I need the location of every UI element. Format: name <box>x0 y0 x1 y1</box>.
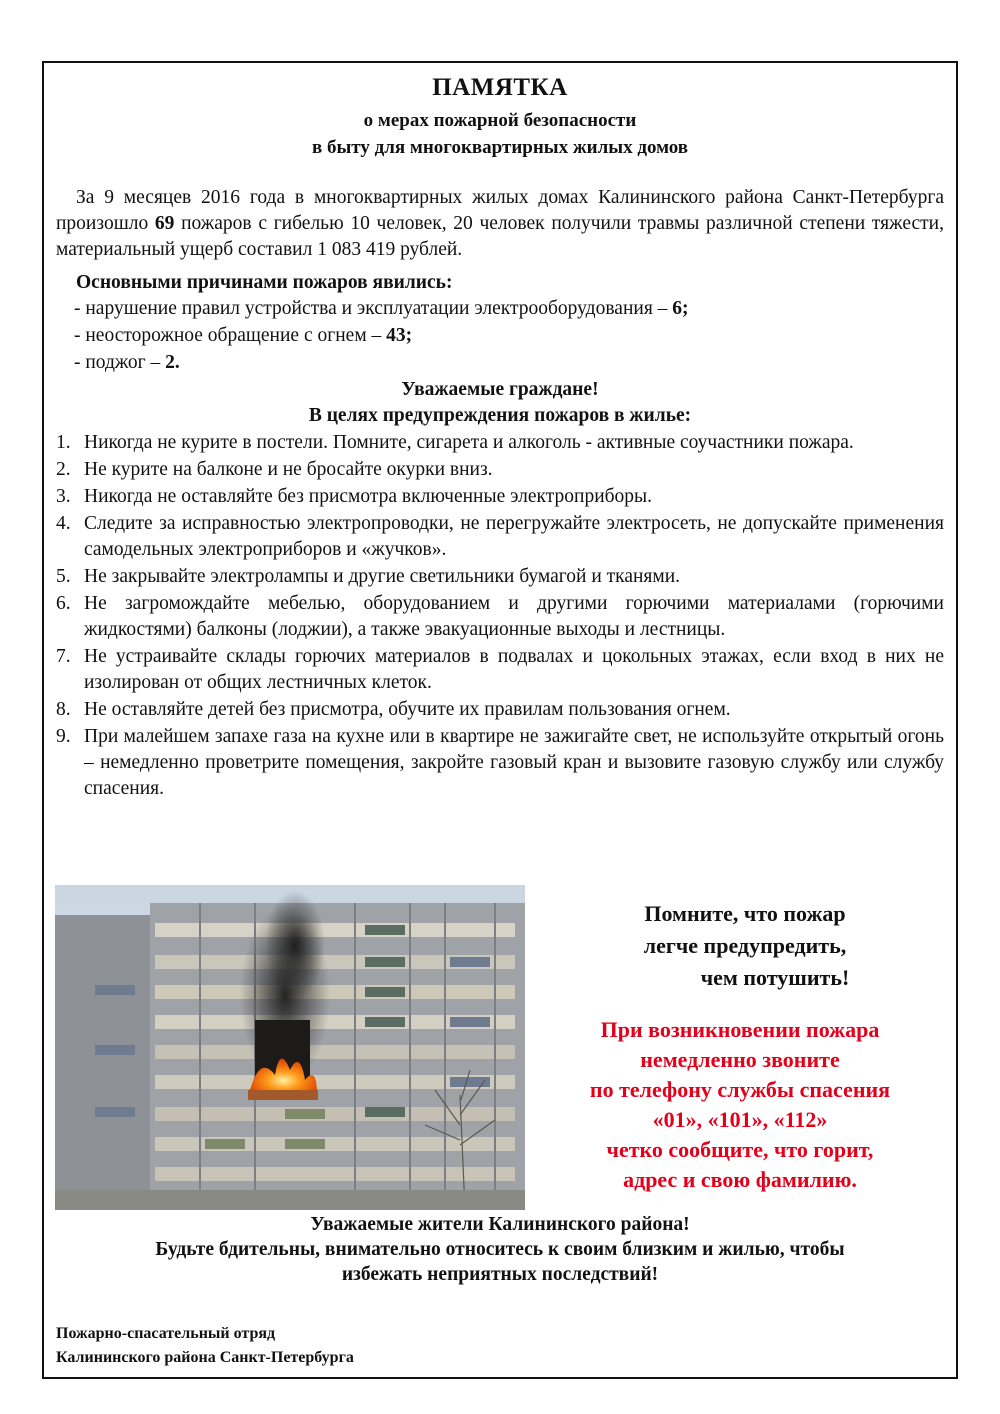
rule-text: Следите за исправностью электропроводки, не перегружайте электросеть, не допускайте применения самодельных электроприборов и «жучков». <box>84 513 944 560</box>
rule-text: Никогда не оставляйте без присмотра включенные электроприборы. <box>84 486 653 507</box>
rule-item <box>56 564 944 590</box>
rule-number: 8. <box>56 699 71 720</box>
cause-item <box>74 298 689 320</box>
rule-text: При малейшем запахе газа на кухне или в квартире не зажигайте свет, не используйте открытый огонь – немедленно проветрите помещения, закройте газовый кран и вызовите газовую службу или службу спасения. <box>84 726 944 799</box>
document-subtitle-1: о мерах пожарной безопасности <box>363 110 637 131</box>
cause-item <box>74 325 412 347</box>
rule-number: 5. <box>56 566 71 587</box>
rule-item <box>56 484 944 510</box>
remember-line: легче предупредить, <box>643 933 847 958</box>
cause-text: - нарушение правил устройства и эксплуатации электрооборудования – <box>74 298 673 319</box>
rule-number: 1. <box>56 432 71 453</box>
emergency-note <box>540 1015 940 1195</box>
document-title: ПАМЯТКА <box>432 74 568 101</box>
rules-heading: В целях предупреждения пожаров в жилье: <box>308 405 692 426</box>
closing-line: Уважаемые жители Калининского района! <box>310 1214 690 1235</box>
cause-value: 2. <box>165 352 180 373</box>
emergency-line: адрес и свою фамилию. <box>623 1167 857 1192</box>
rules-list <box>56 430 944 803</box>
rule-number: 2. <box>56 459 71 480</box>
rule-number: 9. <box>56 726 71 747</box>
cause-value: 6; <box>672 298 689 319</box>
rule-item <box>56 644 944 696</box>
signature <box>56 1322 354 1370</box>
signature-line: Калининского района Санкт-Петербурга <box>56 1349 354 1366</box>
cause-text: - неосторожное обращение с огнем – <box>74 325 387 346</box>
intro-text-2: пожаров с гибелью 10 человек, 20 человек получили травмы различной степени тяжести, материальный ущерб составил 1 083 419 рублей. <box>56 213 944 260</box>
remember-line: Помните, что пожар <box>644 901 846 926</box>
causes-heading: Основными причинами пожаров явились: <box>76 272 453 293</box>
rule-item <box>56 697 944 723</box>
rule-item <box>56 430 944 456</box>
appeal-greeting: Уважаемые граждане! <box>401 379 599 400</box>
cause-value: 43; <box>386 325 413 346</box>
rule-number: 7. <box>56 646 71 667</box>
emergency-line: немедленно звоните <box>640 1047 840 1072</box>
cause-text: - поджог – <box>74 352 166 373</box>
rule-text: Никогда не курите в постели. Помните, сигарета и алкоголь - активные соучастники пожара. <box>84 432 854 453</box>
rule-item <box>56 724 944 802</box>
rule-number: 4. <box>56 513 71 534</box>
fires-count: 69 <box>154 213 175 234</box>
closing-line: Будьте бдительны, внимательно относитесь к своим близким и жилью, чтобы <box>155 1239 845 1260</box>
closing-line: избежать неприятных последствий! <box>341 1264 659 1285</box>
emergency-phones: «01», «101», «112» <box>652 1107 828 1132</box>
rule-item <box>56 591 944 643</box>
burning-building-photo <box>55 885 525 1210</box>
rule-text: Не оставляйте детей без присмотра, обучите их правилам пользования огнем. <box>84 699 731 720</box>
emergency-line: четко сообщите, что горит, <box>606 1137 874 1162</box>
rule-item <box>56 457 944 483</box>
document-subtitle-2: в быту для многоквартирных жилых домов <box>311 137 689 158</box>
rule-number: 6. <box>56 593 71 614</box>
rule-text: Не курите на балконе и не бросайте окурки вниз. <box>84 459 493 480</box>
rule-item <box>56 511 944 563</box>
remember-line: чем потушить! <box>700 965 850 990</box>
emergency-line: При возникновении пожара <box>600 1017 880 1042</box>
emergency-line: по телефону службы спасения <box>589 1077 891 1102</box>
closing-appeal <box>42 1212 958 1287</box>
signature-line: Пожарно-спасательный отряд <box>56 1325 276 1342</box>
cause-item <box>74 352 180 374</box>
intro-paragraph <box>56 185 944 263</box>
remember-note <box>560 898 930 994</box>
intro-text-1: За 9 месяцев 2016 года в многоквартирных жилых домах Калининского района Санкт-Петербурга произошло <box>56 187 944 234</box>
rule-text: Не устраивайте склады горючих материалов в подвалах и цокольных этажах, если вход в них не изолирован от общих лестничных клеток. <box>84 646 944 693</box>
rule-text: Не загромождайте мебелью, оборудованием и другими горючими материалами (горючими жидкостями) балконы (лоджии), а также эвакуационные выходы и лестницы. <box>84 593 944 640</box>
rule-text: Не закрывайте электролампы и другие светильники бумагой и тканями. <box>84 566 681 587</box>
rule-number: 3. <box>56 486 71 507</box>
